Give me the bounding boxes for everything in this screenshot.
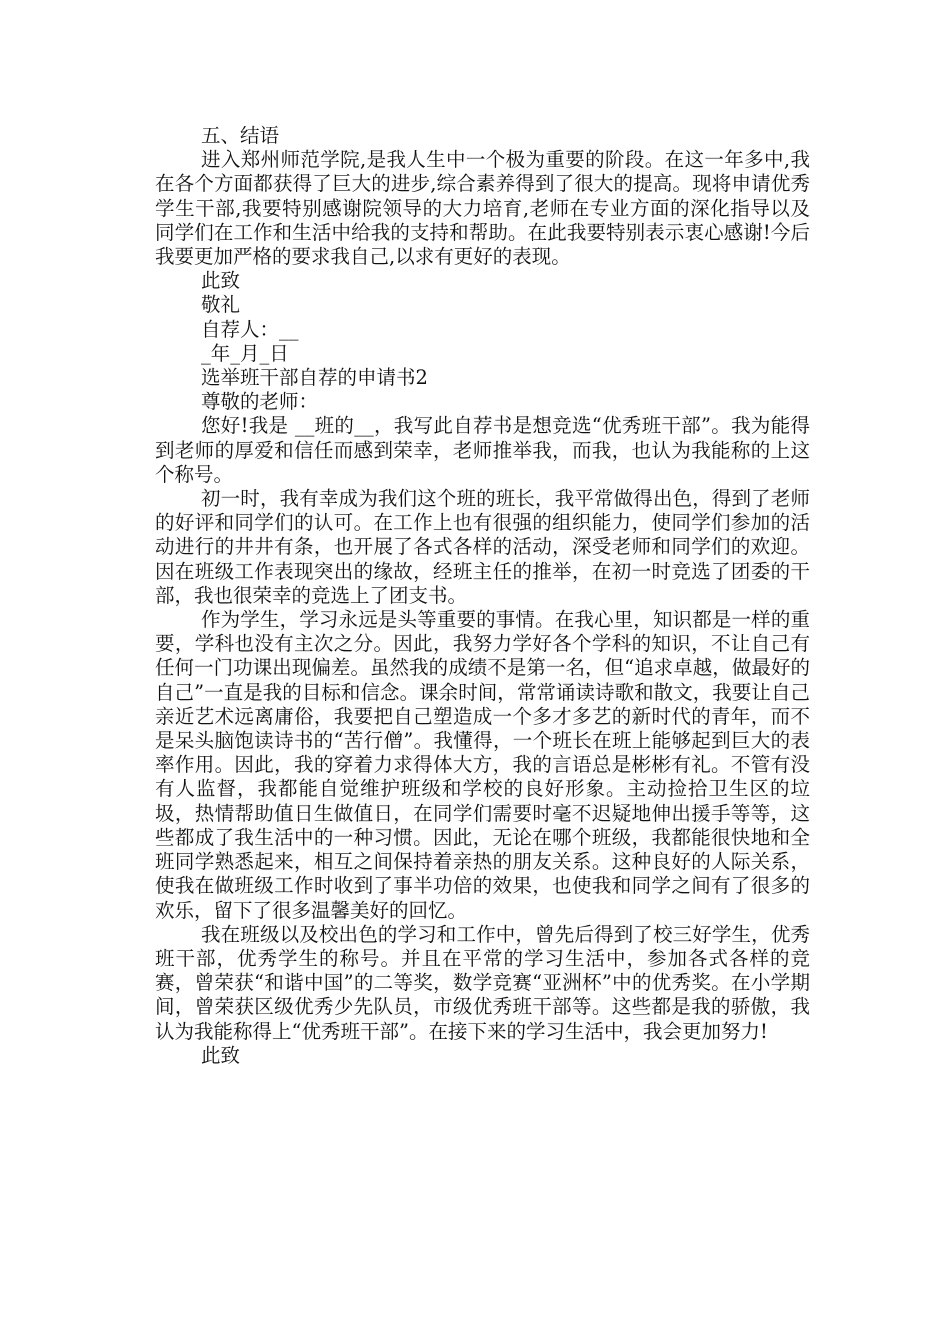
greeting-line: 尊敬的老师： [201,390,319,414]
body-paragraph: 您好!我是 __班的__，我写此自荐书是想竞选“优秀班干部”。我为能得到老师的厚爱和信任而感到荣幸，老师推举我，而我，也认为我能称的上这个称号。 [155,414,810,486]
section-heading: 五、结语 [201,124,280,147]
body-paragraph: 作为学生，学习永远是头等重要的事情。在我心里，知识都是一样的重要，学科也没有主次之分。因此，我努力学好各个学科的知识，不让自己有任何一门功课出现偏差。虽然我的成绩不是第一名，但“追求卓越，做最好的自己”一直是我的目标和信念。课余时间，常常诵读诗歌和散文，我要让自己亲近艺术远离庸俗，我要把自己塑造成一个多才多艺的新时代的青年，而不是呆头脑饱读诗书的“苦行僧”。我懂得，一个班长在班上能够起到巨大的表率作用。因此，我的穿着力求得体大方，我的言语总是彬彬有礼。不管有没有人监督，我都能自觉维护班级和学校的良好形象。主动捡拾卫生区的垃圾，热情帮助值日生做值日，在同学们需要时毫不迟疑地伸出援手等等，这些都成了我生活中的一种习惯。因此，无论在哪个班级，我都能很快地和全班同学熟悉起来，相互之间保持着亲热的朋友关系。这种良好的人际关系，使我在做班级工作时收到了事半功倍的效果，也使我和同学之间有了很多的欢乐，留下了很多温馨美好的回忆。 [155,608,810,922]
document-title: 选举班干部自荐的申请书2 [201,366,428,390]
closing-line: 此致 [201,269,241,293]
conclusion-paragraph: 进入郑州师范学院,是我人生中一个极为重要的阶段。在这一年多中,我在各个方面都获得了巨大的进步,综合素养得到了很大的提高。现将申请优秀学生干部,我要特别感谢院领导的大力培育,老师在专业方面的深化指导以及同学们在工作和生活中给我的支持和帮助。在此我要特别表示衷心感谢!今后我要更加严格的要求我自己,以求有更好的表现。 [155,148,810,269]
salute-line: 敬礼 [201,293,241,317]
signer-line: 自荐人：__ [201,317,299,341]
closing-line: 此致 [201,1043,241,1067]
date-line: _年_月_日 [201,341,289,365]
document-body [155,124,810,1068]
body-paragraph: 我在班级以及校出色的学习和工作中，曾先后得到了校三好学生，优秀班干部，优秀学生的称号。并且在平常的学习生活中，参加各式各样的竞赛，曾荣获“和谐中国”的二等奖，数学竞赛“亚洲杯”中的优秀奖。在小学期间，曾荣获区级优秀少先队员，市级优秀班干部等。这些都是我的骄傲，我认为我能称得上“优秀班干部”。在接下来的学习生活中，我会更加努力! [155,922,810,1043]
body-paragraph: 初一时，我有幸成为我们这个班的班长，我平常做得出色，得到了老师的好评和同学们的认可。在工作上也有很强的组织能力，使同学们参加的活动进行的井井有条，也开展了各式各样的活动，深受老师和同学们的欢迎。因在班级工作表现突出的缘故，经班主任的推举，在初一时竞选了团委的干部，我也很荣幸的竞选上了团支书。 [155,487,810,607]
